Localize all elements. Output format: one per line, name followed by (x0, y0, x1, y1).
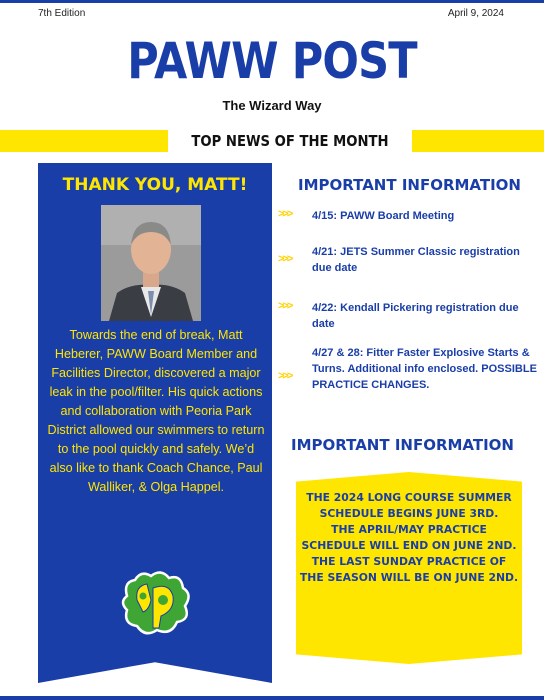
tagline: The Wizard Way (222, 98, 322, 113)
info-item (278, 300, 540, 336)
info-item-text: 4/21: JETS Summer Classic registration due date (312, 246, 520, 274)
schedule-text (298, 490, 520, 586)
issue-date: April 9, 2024 (447, 8, 504, 19)
info-item (278, 244, 540, 280)
portrait-photo (101, 205, 201, 321)
info-item-text: 4/15: PAWW Board Meeting (312, 210, 455, 222)
info-item (278, 208, 540, 228)
bottom-rule (0, 696, 544, 700)
schedule-line: THE 2024 LONG COURSE SUMMER SCHEDULE BEGINS JUNE 3RD. (306, 491, 512, 520)
info-item-text: 4/22: Kendall Pickering registration due date (312, 302, 519, 330)
yellow-band-right (412, 130, 544, 152)
edition-label: 7th Edition (38, 8, 86, 19)
info-item-text: 4/27 & 28: Fitter Faster Explosive Starts & Turns. Additional info enclosed. POSSIBLE PRACTICE CHANGES. (312, 347, 537, 391)
arrow-icon: >>> (278, 208, 292, 220)
feature-heading: THANK YOU, MATT! (62, 175, 248, 195)
info-item (278, 345, 540, 411)
arrow-icon: >>> (278, 300, 292, 312)
schedule-line: THE LAST SUNDAY PRACTICE OF THE SEASON WILL BE ON JUNE 2ND. (299, 555, 519, 584)
schedule-line: THE APRIL/MAY PRACTICE SCHEDULE WILL END ON JUNE 2ND. (301, 523, 517, 552)
top-rule (0, 0, 544, 3)
section-title: TOP NEWS OF THE MONTH (191, 132, 389, 150)
info-heading-secondary: IMPORTANT INFORMATION (291, 436, 514, 454)
arrow-icon: >>> (278, 370, 292, 382)
yellow-band-left (0, 130, 168, 152)
info-heading: IMPORTANT INFORMATION (298, 176, 521, 194)
club-logo (115, 566, 195, 642)
newsletter-title: PAWW POST (127, 32, 417, 90)
arrow-icon: >>> (278, 253, 292, 265)
feature-body: Towards the end of break, Matt Heberer, PAWW Board Member and Facilities Director, discovered a major leak in the pool/filter. His quick actions and collaboration with Peoria Park District allowed our swimmers to return to the pool quickly and safely. We’d also like to thank Coach Chance, Paul Walliker, & Olga Happel. (47, 328, 265, 494)
